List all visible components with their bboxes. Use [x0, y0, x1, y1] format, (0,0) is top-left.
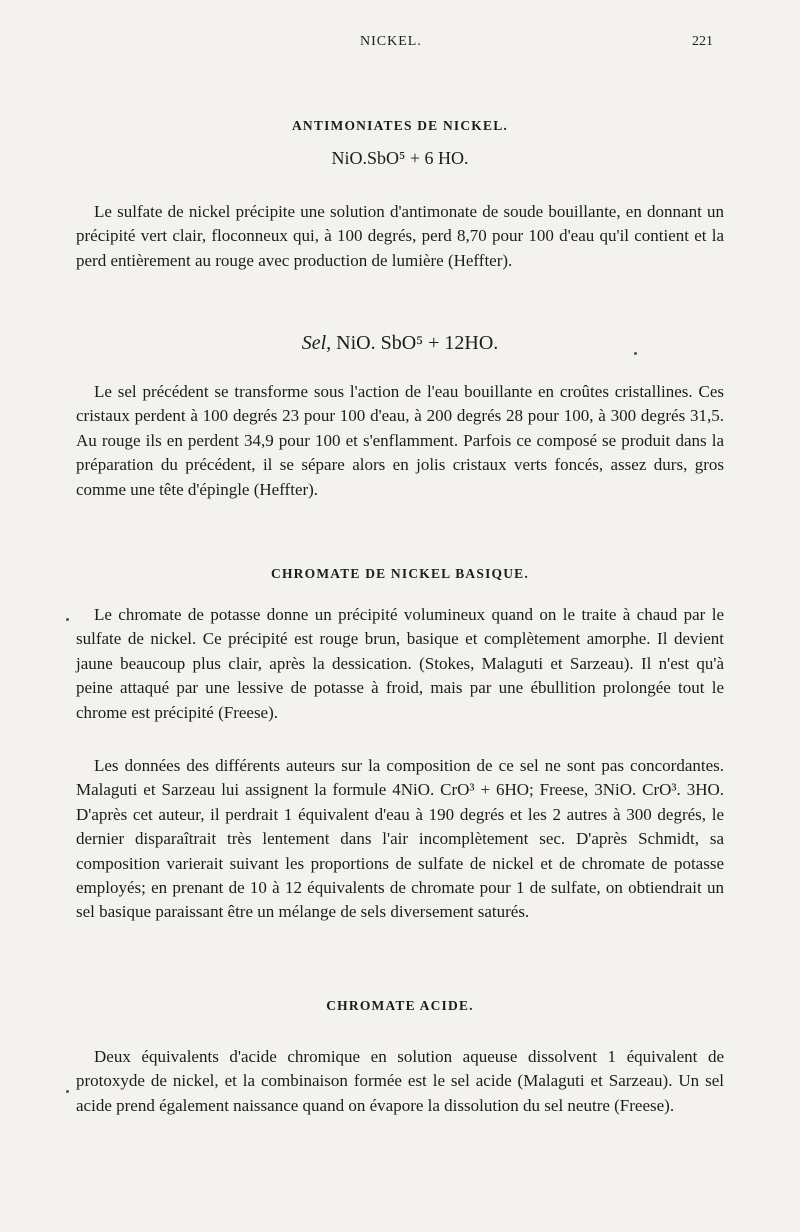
section-title: CHROMATE DE NICKEL BASIQUE.	[271, 566, 529, 581]
formula: NiO.SbO⁵ + 6 HO.	[331, 148, 469, 168]
section-title-chromate-acide	[76, 998, 724, 1014]
section-title: CHROMATE ACIDE.	[326, 998, 474, 1013]
section-title-chromate-basique	[76, 566, 724, 582]
formula-antimoniate	[76, 148, 724, 169]
formula-prefix: Sel,	[301, 332, 332, 354]
paragraph-chromate-1	[76, 603, 724, 725]
ink-speck	[634, 352, 637, 355]
formula-sel	[76, 332, 724, 355]
paragraph-chromate-acide	[76, 1045, 724, 1118]
paragraph-chromate-2	[76, 754, 724, 925]
ink-speck	[66, 618, 69, 621]
formula	[76, 332, 724, 355]
paragraph: Le sulfate de nickel précipite une solution d'antimonate de soude bouillante, en donnant un précipité vert clair, floconneux qui, à 100 degrés, perd 8,70 pour 100 d'eau qu'il contient et la perd entièrement au rouge avec production de lumière (Heffter).	[76, 202, 724, 270]
paragraph: Deux équivalents d'acide chromique en solution aqueuse dissolvent 1 équivalent de protoxyde de nickel, et la combinaison formée est le sel acide (Malaguti et Sarzeau). Un sel acide prend également naissance quand on évapore la dissolution du sel neutre (Freese).	[76, 1047, 724, 1115]
formula-body: NiO. SbO⁵ + 12HO.	[331, 332, 499, 354]
page-number: 221	[692, 34, 713, 49]
paragraph: Le chromate de potasse donne un précipité volumineux quand on le traite à chaud par le sulfate de nickel. Ce précipité est rouge brun, basique et complètement amorphe. Il devient jaune beaucoup plus clair, après la dessication. (Stokes, Malaguti et Sarzeau). Il n'est qu'à peine attaqué par une lessive de potasse à froid, mais par une ébullition prolongée tout le chrome est précipité (Freese).	[76, 605, 724, 722]
paragraph: Les données des différents auteurs sur la composition de ce sel ne sont pas concordantes. Malaguti et Sarzeau lui assignent la formule 4NiO. CrO³ + 6HO; Freese, 3NiO. CrO³. 3HO. D'après cet auteur, il perdrait 1 équivalent d'eau à 190 degrés et les 2 autres à 300 degrés, le dernier disparaîtrait très lentement dans l'air incomplètement sec. D'après Schmidt, sa composition varierait suivant les proportions de sulfate de nickel et de chromate de potasse employés; en prenant de 10 à 12 équivalents de chromate pour 1 de sulfate, on obtiendrait un sel basique paraissant être un mélange de sels diversement saturés.	[76, 756, 724, 922]
paragraph: Le sel précédent se transforme sous l'action de l'eau bouillante en croûtes cristallines. Ces cristaux perdent à 100 degrés 23 pour 100 d'eau, à 200 degrés 28 pour 100, à 300 degrés 31,5. Au rouge ils en perdent 34,9 pour 100 et s'enflamment. Parfois ce composé se produit dans la préparation du précédent, il se sépare alors en jolis cristaux verts foncés, assez durs, gros comme une tête d'épingle (Heffter).	[76, 382, 724, 499]
section-title-antimoniates	[76, 118, 724, 134]
ink-speck	[66, 1090, 69, 1093]
paragraph-sel	[76, 380, 724, 502]
section-title: ANTIMONIATES DE NICKEL.	[291, 118, 508, 133]
paragraph-antimoniate	[76, 200, 724, 273]
running-head: NICKEL.	[360, 34, 422, 49]
